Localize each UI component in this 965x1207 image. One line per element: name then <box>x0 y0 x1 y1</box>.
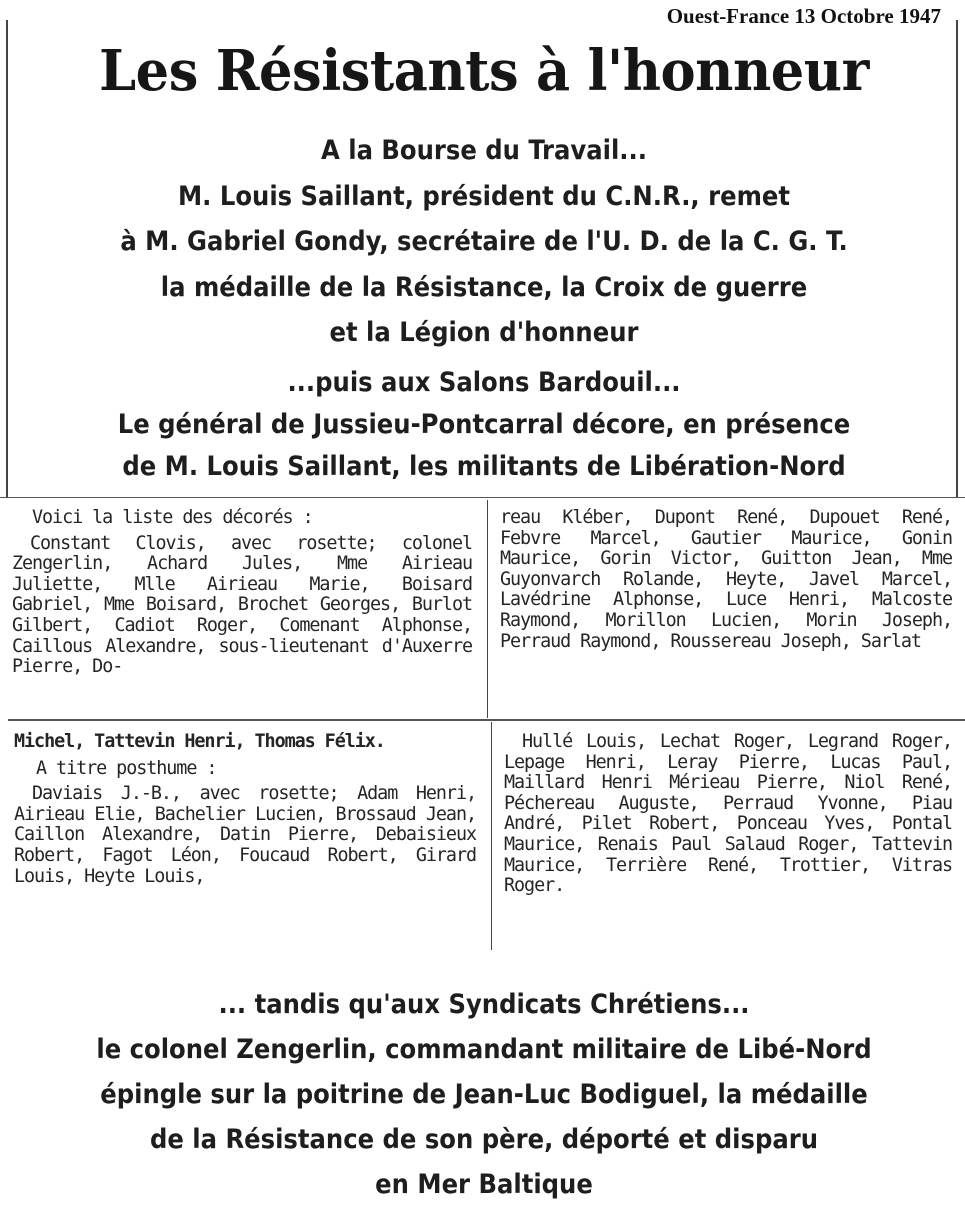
frame-left-line <box>6 20 8 498</box>
list-intro: Voici la liste des décorés : <box>32 507 313 528</box>
divider-top <box>0 497 965 498</box>
subhead-line: de la Résistance de son père, déporté et disparu <box>149 1124 818 1155</box>
subhead-line: à M. Gabriel Gondy, secrétaire de l'U. D. de la C. G. T. <box>120 226 848 257</box>
subhead-line: en Mer Baltique <box>375 1169 593 1200</box>
divider-middle <box>8 719 965 721</box>
list-paragraph: Michel, Tattevin Henri, Thomas Félix. <box>14 731 385 752</box>
subhead-line: et la Légion d'honneur <box>329 317 639 348</box>
subhead-line: épingle sur la poitrine de Jean-Luc Bodiguel, la médaille <box>100 1079 868 1110</box>
subhead-line: A la Bourse du Travail... <box>321 135 647 166</box>
list-paragraph: Constant Clovis, avec rosette; colonel Zengerlin, Achard Jules, Mme Airieau Juliette, Mlle Airieau Marie, Boisard Gabriel, Mme Boisard, Brochet Georges, Burlot Gilbert, Cadiot Roger, Comenant Alphonse, Caillous Alexandre, sous-lieutenant d'Auxerre Pierre, Do- <box>12 532 472 678</box>
list2-left-column <box>14 732 476 887</box>
list-paragraph: Daviais J.-B., avec rosette; Adam Henri, Airieau Elie, Bachelier Lucien, Brossaud Jean, Caillon Alexandre, Datin Pierre, Debaisieux Robert, Fagot Léon, Foucaud Robert, Girard Louis, Heyte Louis, <box>14 783 476 887</box>
column-divider-upper <box>487 500 488 718</box>
list-paragraph: reau Kléber, Dupont René, Dupouet René, Febvre Marcel, Gautier Maurice, Gonin Maurice, Gorin Victor, Guitton Jean, Mme Guyonvarch Rolande, Heyte, Javel Marcel, Lavédrine Alphonse, Luce Henri, Malcoste Raymond, Morillon Lucien, Morin Joseph, Perraud Raymond, Roussereau Joseph, Sarlat <box>500 507 952 652</box>
list1-right-column <box>500 508 952 652</box>
subhead-line: ... tandis qu'aux Syndicats Chrétiens... <box>218 989 750 1020</box>
subhead-line: M. Louis Saillant, président du C.N.R., remet <box>178 180 790 212</box>
list-paragraph: Hullé Louis, Lechat Roger, Legrand Roger, Lepage Henri, Leray Pierre, Lucas Paul, Maillard Henri Mérieau Pierre, Niol René, Péchereau Auguste, Perraud Yvonne, Piau André, Pilet Robert, Ponceau Yves, Pontal Maurice, Renais Paul Salaud Roger, Tattevin Maurice, Terrière René, Trottier, Vitras Roger. <box>504 731 952 897</box>
subhead-bourse <box>14 128 954 356</box>
subhead-line: la médaille de la Résistance, la Croix de guerre <box>160 271 808 303</box>
source-caption: Ouest-France 13 Octobre 1947 <box>666 4 941 28</box>
list1-left-column <box>12 508 472 678</box>
subhead-line: Le général de Jussieu-Pontcarral décore, en présence <box>117 409 851 440</box>
column-divider-lower <box>491 722 492 950</box>
subhead-syndicats <box>14 982 954 1207</box>
list2-right-column <box>504 732 952 897</box>
subhead-salons <box>14 362 954 488</box>
subhead-line: de M. Louis Saillant, les militants de Libération-Nord <box>122 451 846 482</box>
headline: Les Résistants à l'honneur <box>99 38 869 104</box>
subhead-line: ...puis aux Salons Bardouil... <box>287 367 681 398</box>
frame-right-line <box>956 20 958 498</box>
subhead-line: le colonel Zengerlin, commandant militaire de Libé-Nord <box>96 1034 872 1065</box>
posthume-label: A titre posthume : <box>36 757 217 779</box>
